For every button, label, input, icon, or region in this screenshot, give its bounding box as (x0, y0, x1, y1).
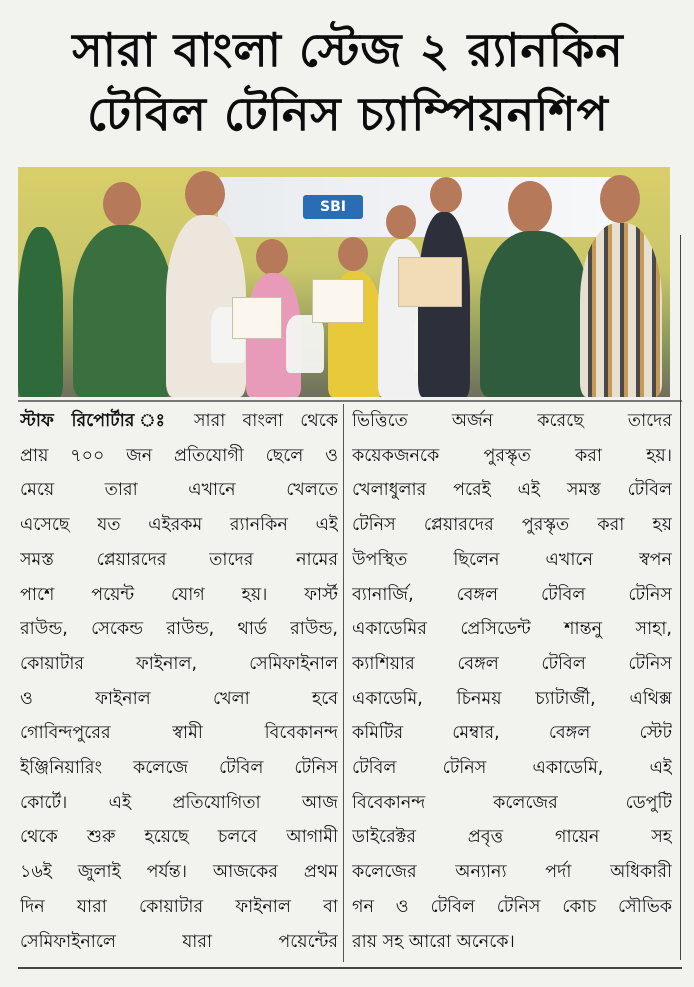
article-line: মেয়ে তারা এখানে খেলতে (20, 480, 338, 501)
person-head (430, 177, 462, 213)
headline-line-1: সারা বাংলা স্টেজ ২ র‍্যানকিন (72, 23, 624, 77)
news-photo (18, 167, 670, 397)
article-line: টেবিল টেনিস একাডেমি, এই (352, 758, 672, 779)
article-line: কয়েকজনকে পুরস্কৃত করা হয়। (352, 445, 672, 466)
certificate (232, 297, 282, 339)
certificate (398, 257, 462, 307)
article-line: ও ফাইনাল খেলা হবে (20, 688, 338, 709)
article-line: গন ও টেবিল টেনিস কোচ সৌভিক (352, 896, 672, 917)
photo-divider (18, 400, 682, 402)
page-edge-rule (680, 235, 681, 960)
article-line: থেকে শুরু হয়েছে চলবে আগামী (20, 827, 338, 848)
article-line: কমিটির মেম্বার, বেঙ্গল স্টেট (352, 723, 672, 744)
person-head (338, 237, 368, 271)
article-line: কোর্টে। এই প্রতিযোগিতা আজ (20, 792, 338, 813)
article-line: কলেজের অন্যান্য পর্দা অধিকারী (352, 862, 672, 883)
sponsor-banner (218, 177, 618, 237)
person-head (256, 239, 288, 275)
article-column-left (20, 404, 338, 964)
person-head (508, 181, 552, 233)
article-line: একাডেমির প্রেসিডেন্ট শান্তনু সাহা, (352, 619, 672, 640)
person-head (600, 175, 640, 223)
person-left-edge (18, 227, 63, 397)
person-head (386, 205, 416, 239)
article-line: রাউন্ড, সেকেন্ড রাউন্ড, থার্ড রাউন্ড, (20, 619, 338, 640)
article-line: সেমিফাইনালে যারা পয়েন্টের (20, 931, 338, 952)
article-line: খেলাধুলার পরেই এই সমস্ত টেবিল (352, 480, 672, 501)
article-column-right (352, 404, 672, 964)
headline (8, 18, 688, 146)
article-line: এসেছে যত এইরকম র‍্যানকিন এই (20, 515, 338, 536)
article-line: একাডেমি, চিনময় চ্যাটার্জী, এথিক্স (352, 688, 672, 709)
article-line: ডাইরেক্টর প্রবৃত্ত গায়েন সহ (352, 827, 672, 848)
certificate (312, 279, 364, 323)
sbi-logo: SBI (303, 195, 363, 219)
person-striped-shirt (580, 223, 662, 397)
article-line: সমস্ত প্লেয়ারদের তাদের নামের (20, 549, 338, 570)
article-line: দিন যারা কোয়াটার ফাইনাল বা (20, 896, 338, 917)
person-with-scarf (480, 231, 590, 397)
person-head (103, 182, 141, 226)
plastic-bag (286, 315, 324, 373)
article-line: উপস্থিত ছিলেন এখানে স্বপন (352, 549, 672, 570)
article-line: ক্যাশিয়ার বেঙ্গল টেবিল টেনিস (352, 653, 672, 674)
headline-line-2: টেবিল টেনিস চ্যাম্পিয়নশিপ (87, 87, 609, 141)
article-line: ভিত্তিতে অর্জন করেছে তাদের (352, 411, 672, 431)
article-line: ব্যানার্জি, বেঙ্গল টেবিল টেনিস (352, 584, 672, 605)
article-line: গোবিন্দপুরের স্বামী বিবেকানন্দ (20, 723, 338, 744)
byline: স্টাফ রিপোর্টার ঃ (20, 411, 177, 431)
article-line: বিবেকানন্দ কলেজের ডেপুটি (352, 792, 672, 813)
article-line: রায় সহ আরো অনেকে। (352, 931, 515, 952)
person-green-polo (73, 225, 173, 397)
article-line: পাশে পয়েন্ট যোগ হয়। ফার্স্ট (20, 584, 338, 605)
article-line: স্টাফ রিপোর্টার ঃ সারা বাংলা থেকে (20, 411, 338, 431)
article-line: কোয়াটার ফাইনাল, সেমিফাইনাল (20, 653, 338, 674)
bottom-divider (18, 967, 682, 969)
person-head (185, 171, 225, 217)
article-line: ১৬ই জুলাই পর্যন্ত। আজকের প্রথম (20, 862, 338, 883)
column-divider (343, 404, 344, 962)
article-line: প্রায় ৭০০ জন প্রতিযোগী ছেলে ও (20, 445, 338, 466)
article-line: টেনিস প্লেয়ারদের পুরস্কৃত করা হয় (352, 515, 672, 536)
article-line: ইঞ্জিনিয়ারিং কলেজে টেবিল টেনিস (20, 758, 338, 779)
